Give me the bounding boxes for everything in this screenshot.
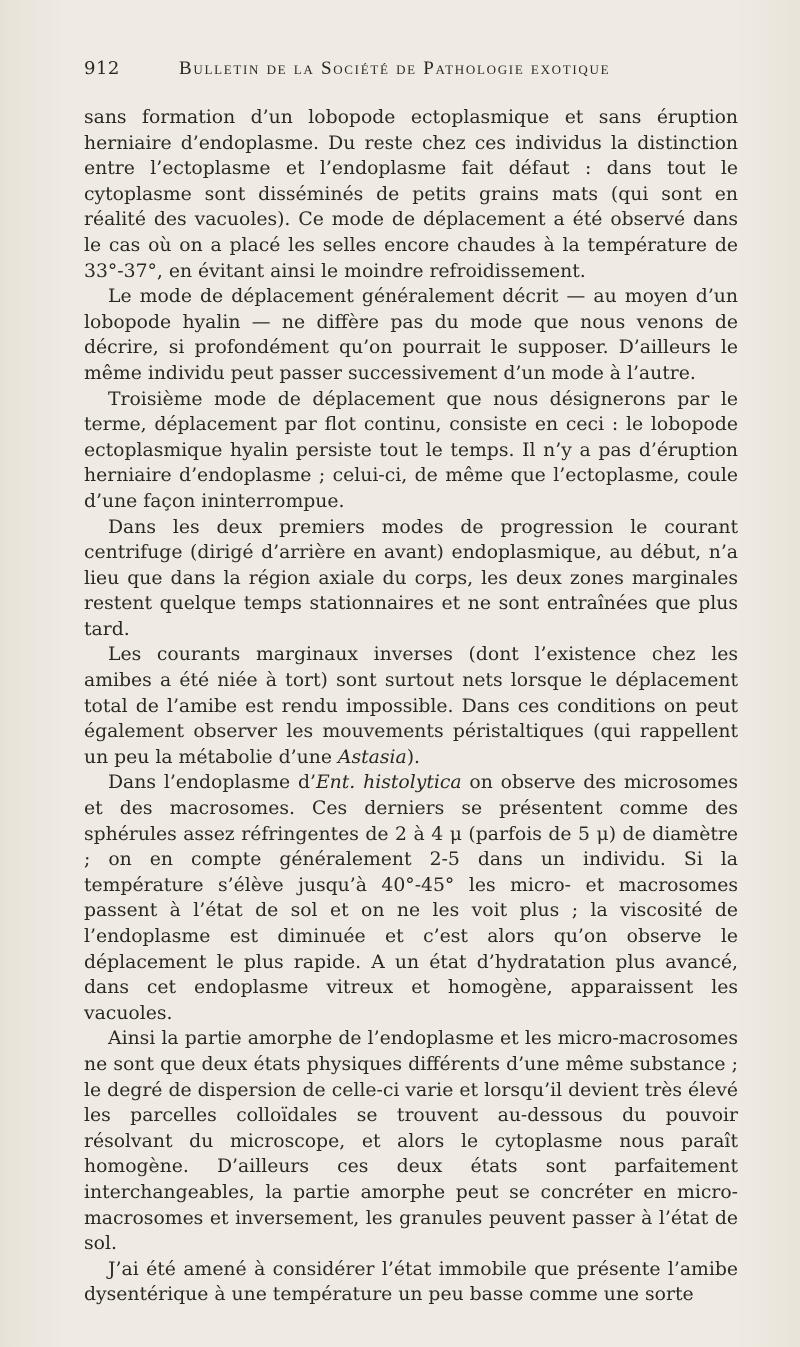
marginal-currents-text: Les courants marginaux inverses (dont l’existence chez les amibes a été niée à tort) sont surtout nets lorsque le déplacement total de l’amibe est rendu impossible. Dans ces conditions on peut également observer les mouvements péristaltiques (qui rappellent un peu la métabolie d’une <box>84 644 738 768</box>
paragraph-continuation: sans formation d’un lobopode ectoplasmique et sans éruption herniaire d’endoplasme. Du reste chez ces individus la distinction entre l’ectoplasme et l’endoplasme fait défaut : dans tout le cytoplasme sont disséminés de petits grains mats (qui sont en réalité des vacuoles). Ce mode de déplacement a été observé dans le cas où on a placé les selles encore chaudes à la température de 33°-37°, en évitant ainsi le moindre refroidissement. <box>84 107 738 282</box>
paragraph-amorphous-endoplasm: Ainsi la partie amorphe de l’endoplasme et les micro-macrosomes ne sont que deux états physiques différents d’une même substance ; le degré de dispersion de celle-ci varie et lorsqu’il devient très élevé les parcelles colloïdales se trouvent au-dessous du pouvoir résolvant du microscope, et alors le cytoplasme nous paraît homogène. D’ailleurs ces deux états sont parfaitement interchangeables, la partie amorphe peut se concréter en micro-macrosomes et inversement, les granules peuvent passer à l’état de sol. <box>84 1028 738 1255</box>
paragraph-hyalin-lobopode: Le mode de déplacement généralement décrit — au moyen d’un lobopode hyalin — ne diffère pas du mode que nous venons de décrire, si profondément qu’on pourrait le supposer. D’ailleurs le même individu peut passer successivement d’un mode à l’autre. <box>84 286 738 384</box>
paragraph-immobile-state: J’ai été amené à considérer l’état immobile que présente l’amibe dysentérique à une température un peu basse comme une sorte <box>84 1258 738 1306</box>
entamoeba-name: Ent. histolytica <box>315 772 462 794</box>
astasia-term: Astasia <box>337 746 407 768</box>
microsomes-text: on observe des microsomes et des macrosomes. Ces derniers se présentent comme des sphérules assez réfringentes de 2 à 4 μ (parfois de 5 μ) de diamètre ; on en compte généralement 2-5 dans un individu. Si la température s’élève jusqu’à 40°-45° les micro- et macrosomes passent à l’état de sol et on ne les voit plus ; la viscosité de l’endoplasme est diminuée et c’est alors qu’on observe le déplacement le plus rapide. A un état d’hydratation plus avancé, dans cet endoplasme vitreux et homogène, apparaissent les vacuoles. <box>84 772 738 1024</box>
paragraph-microsomes <box>84 770 738 1026</box>
marginal-currents-end: ). <box>406 746 421 768</box>
journal-title: Bulletin de la Société de Pathologie exotique <box>179 58 611 79</box>
page-number: 912 <box>84 58 120 79</box>
paragraph-third-mode: Troisième mode de déplacement que nous désignerons par le terme, déplacement par flot continu, consiste en ceci : le lobopode ectoplasmique hyalin persiste tout le temps. Il n’y a pas d’éruption herniaire d’endoplasme ; celui-ci, de même que l’ectoplasme, coule d’une façon ininterrompue. <box>84 388 738 512</box>
running-header <box>84 58 738 94</box>
paragraph-marginal-currents <box>84 642 738 770</box>
paragraph-progression-modes: Dans les deux premiers modes de progression le courant centrifuge (dirigé d’arrière en avant) endoplasmique, au début, n’a lieu que dans la région axiale du corps, les deux zones marginales restent quelque temps stationnaires et ne sont entraînées que plus tard. <box>84 516 738 640</box>
article-body <box>84 105 738 1308</box>
microsomes-intro: Dans l’endoplasme d’ <box>108 772 316 794</box>
